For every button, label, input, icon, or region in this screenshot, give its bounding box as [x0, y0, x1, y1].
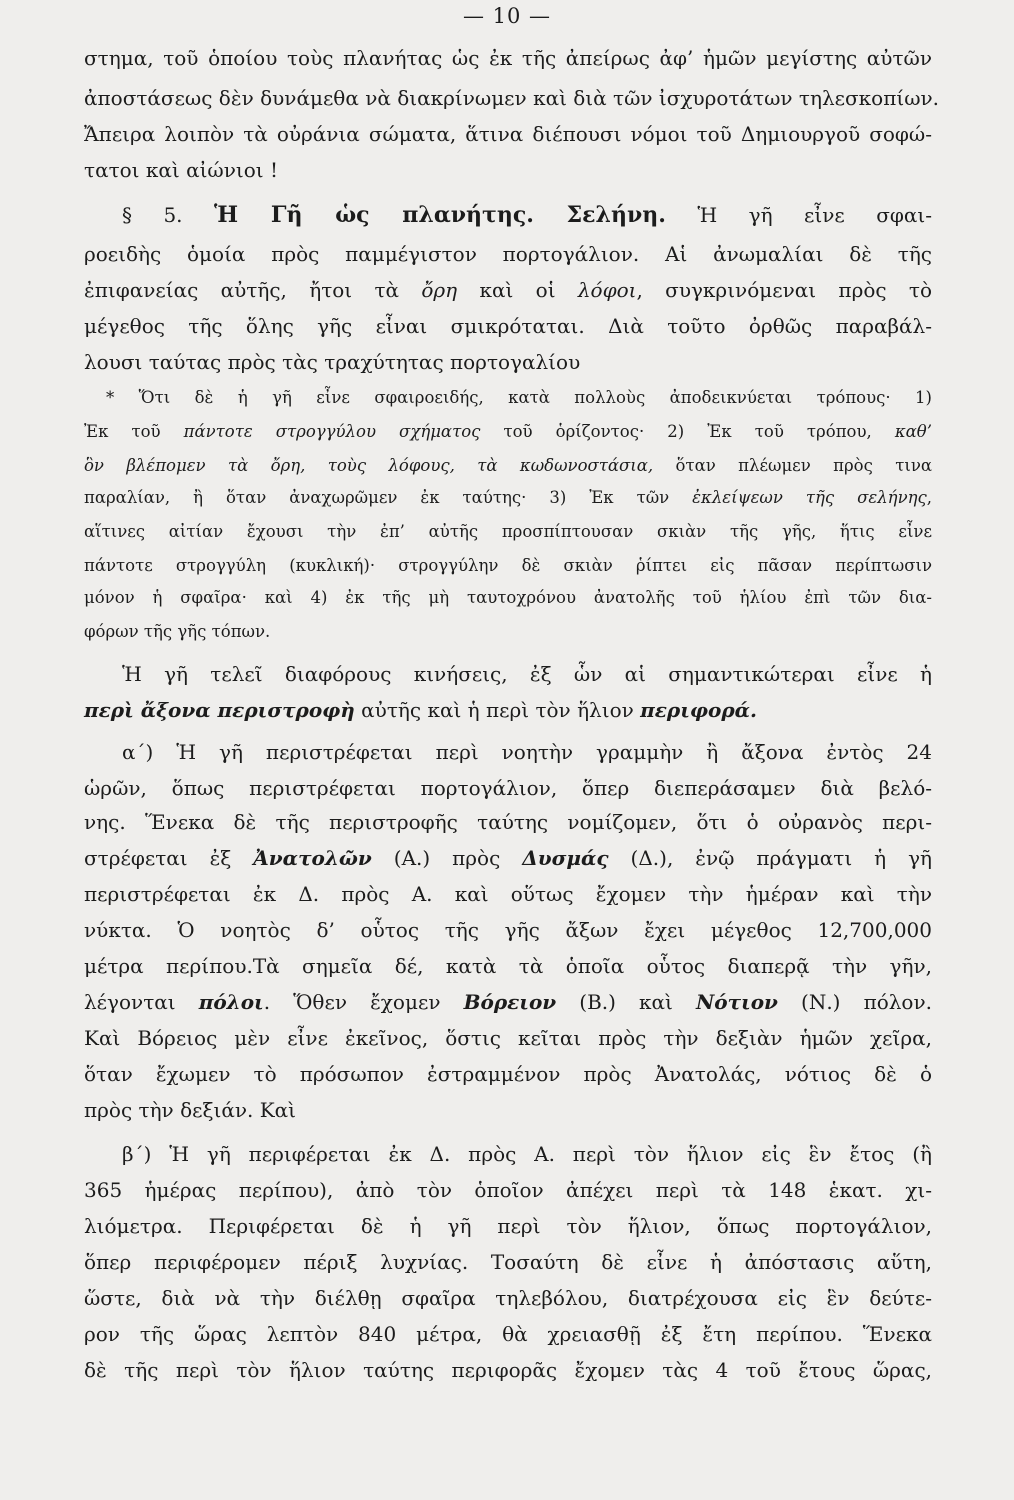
text-line: [84, 244, 932, 264]
text-segment: φόρων τῆς γῆς τόπων.: [84, 622, 271, 641]
footnote-line: [84, 590, 932, 607]
text-segment: . Ὅθεν ἔχομεν: [263, 990, 464, 1014]
emphasized-text: πάντοτε στρογγύλου σχήματος: [183, 422, 481, 441]
emphasized-text: πόλοι: [198, 990, 264, 1014]
text-segment: μέτρα περίπου.Τὰ σημεῖα δέ, κατὰ τὰ ὁποῖα οὗτος διαπερᾷ τὴν γῆν,: [84, 954, 932, 978]
text-segment: αἵτινες αἰτίαν ἔχουσι τὴν ἐπ’ αὐτῆς προσπίπτουσαν σκιὰν τῆς γῆς, ἥτις εἶνε: [84, 522, 932, 541]
text-line: [84, 48, 932, 68]
text-line: [84, 124, 932, 144]
text-segment: ροειδὴς ὁμοία πρὸς παμμέγιστον πορτογάλιον. Αἱ ἀνωμαλίαι δὲ τῆς: [84, 242, 932, 266]
text-line: [84, 160, 932, 180]
text-line: [84, 1252, 932, 1272]
text-line: [84, 1216, 932, 1236]
text-line: [84, 1288, 932, 1308]
text-segment: αὐτῆς καὶ ἡ περὶ τὸν ἥλιον: [354, 698, 641, 722]
text-line: [84, 86, 940, 110]
text-segment: δὲ τῆς περὶ τὸν ἥλιον ταύτης περιφορᾶς ἔχομεν τὰς 4 τοῦ ἔτους ὥρας,: [84, 1358, 932, 1382]
text-segment: ὅπερ περιφέρομεν πέριξ λυχνίας. Τοσαύτη δὲ εἶνε ἡ ἀπόστασις αὕτη,: [84, 1250, 932, 1274]
text-segment: β΄) Ἡ γῆ περιφέρεται ἐκ Δ. πρὸς Α. περὶ τὸν ἥλιον εἰς ἓν ἔτος (ἢ: [122, 1142, 932, 1166]
footnote-line: [84, 558, 932, 575]
emphasized-text: περιφορά.: [640, 698, 757, 722]
text-line: [84, 812, 932, 832]
text-segment: (Α.) πρὸς: [371, 846, 523, 870]
text-line: [84, 848, 932, 868]
text-segment: καὶ οἱ: [457, 278, 578, 302]
text-segment: , συγκρινόμεναι πρὸς τὸ: [636, 278, 932, 302]
text-segment: (Ν.) πόλον.: [777, 990, 932, 1014]
text-segment: πάντοτε στρογγύλη (κυκλική)· στρογγύλην δὲ σκιὰν ῥίπτει εἰς πᾶσαν περίπτωσιν: [84, 556, 932, 575]
text-segment: Ἡ γῆ εἶνε σφαι-: [665, 203, 932, 227]
text-line: [84, 778, 932, 798]
text-segment: παραλίαν, ἢ ὅταν ἀναχωρῶμεν ἐκ ταύτης· 3) Ἐκ τῶν: [84, 488, 693, 507]
text-line: [84, 956, 932, 976]
footnote-line: [84, 458, 932, 475]
text-line: [84, 920, 932, 940]
text-segment: ὅταν ἔχωμεν τὸ πρόσωπον ἐστραμμένον πρὸς Ἀνατολάς, νότιος δὲ ὁ: [84, 1062, 932, 1086]
text-segment: Ἡ γῆ τελεῖ διαφόρους κινήσεις, ἐξ ὧν αἱ σημαντικώτεραι εἶνε ἡ: [122, 662, 932, 686]
text-line: [84, 992, 932, 1012]
text-segment: λέγονται: [84, 990, 199, 1014]
text-segment: μόνον ἡ σφαῖρα· καὶ 4) ἐκ τῆς μὴ ταυτοχρόνου ἀνατολῆς τοῦ ἡλίου ἐπὶ τῶν δια-: [84, 588, 932, 607]
text-line: [84, 884, 932, 904]
text-segment: α΄) Ἡ γῆ περιστρέφεται περὶ νοητὴν γραμμὴν ἢ ἄξονα ἐντὸς 24: [122, 740, 932, 764]
text-segment: τατοι καὶ αἰώνιοι !: [84, 158, 279, 182]
text-line: [84, 1100, 932, 1120]
text-segment: στρέφεται ἐξ: [84, 846, 254, 870]
text-segment: ὡρῶν, ὅπως περιστρέφεται πορτογάλιον, ὅπερ διεπεράσαμεν διὰ βελό-: [84, 776, 932, 800]
text-line: [84, 742, 932, 762]
text-line: [84, 664, 932, 684]
text-line: [84, 204, 932, 226]
text-segment: 365 ἡμέρας περίπου), ἀπὸ τὸν ὁποῖον ἀπέχει περὶ τὰ 148 ἑκατ. χι-: [84, 1178, 932, 1202]
text-segment: λιόμετρα. Περιφέρεται δὲ ἡ γῆ περὶ τὸν ἥλιον, ὅπως πορτογάλιον,: [84, 1214, 932, 1238]
footnote-line: [84, 624, 932, 641]
text-segment: περιστρέφεται ἐκ Δ. πρὸς Α. καὶ οὕτως ἔχομεν τὴν ἡμέραν καὶ τὴν: [84, 882, 932, 906]
text-line: [84, 352, 932, 372]
text-segment: ἀποστάσεως δὲν δυνάμεθα νὰ διακρίνωμεν καὶ διὰ τῶν ἰσχυροτάτων τηλεσκοπίων.: [84, 86, 940, 110]
text-line: [84, 700, 932, 720]
footnote-line: [84, 390, 932, 407]
text-line: [84, 1180, 932, 1200]
text-line: [84, 316, 932, 336]
emphasized-text: Δυσμάς: [522, 846, 609, 870]
text-segment: Καὶ Βόρειος μὲν εἶνε ἐκεῖνος, ὅστις κεῖται πρὸς τὴν δεξιὰν ἡμῶν χεῖρα,: [84, 1026, 932, 1050]
text-segment: λουσι ταύτας πρὸς τὰς τραχύτητας πορτογαλίου: [84, 350, 581, 374]
text-line: [84, 1324, 932, 1344]
text-segment: νης. Ἕνεκα δὲ τῆς περιστροφῆς ταύτης νομίζομεν, ὅτι ὁ οὐρανὸς περι-: [84, 810, 932, 834]
text-line: [84, 280, 932, 300]
text-segment: (Β.) καὶ: [556, 990, 696, 1014]
text-segment: τοῦ ὁρίζοντος· 2) Ἐκ τοῦ τρόπου,: [480, 422, 895, 441]
emphasized-text: Ἡ Γῆ ὡς πλανήτης. Σελήνη.: [214, 202, 666, 228]
footnote-line: [84, 490, 932, 507]
text-segment: πρὸς τὴν δεξιάν. Καὶ: [84, 1098, 296, 1122]
footnote-line: [84, 524, 932, 541]
text-segment: ἐπιφανείας αὐτῆς, ἤτοι τὰ: [84, 278, 422, 302]
text-segment: μέγεθος τῆς ὅλης γῆς εἶναι σμικρόταται. Διὰ τοῦτο ὀρθῶς παραβάλ-: [84, 314, 932, 338]
emphasized-text: Βόρειον: [463, 990, 557, 1014]
text-segment: ὥστε, διὰ νὰ τὴν διέλθῃ σφαῖρα τηλεβόλου, διατρέχουσα εἰς ἓν δεύτε-: [84, 1286, 932, 1310]
footnote-line: [84, 424, 932, 441]
text-segment: ,: [926, 488, 932, 507]
text-segment: Ἐκ τοῦ: [84, 422, 184, 441]
text-line: [84, 1064, 932, 1084]
emphasized-text: καθ’: [894, 422, 932, 441]
text-segment: νύκτα. Ὁ νοητὸς δ’ οὗτος τῆς γῆς ἄξων ἔχει μέγεθος 12,700,000: [84, 918, 932, 942]
page-number: — 10 —: [462, 4, 552, 28]
emphasized-text: ὃν βλέπομεν τὰ ὄρη, τοὺς λόφους, τὰ κωδωνοστάσια,: [84, 456, 654, 475]
text-segment: στημα, τοῦ ὁποίου τοὺς πλανήτας ὡς ἐκ τῆς ἀπείρως ἀφ’ ἡμῶν μεγίστης αὐτῶν: [84, 46, 932, 70]
emphasized-text: περὶ ἄξονα περιστροφὴ: [84, 698, 355, 722]
text-segment: Ἄπειρα λοιπὸν τὰ οὐράνια σώματα, ἅτινα διέπουσι νόμοι τοῦ Δημιουργοῦ σοφώ-: [84, 122, 932, 146]
text-line: [84, 1360, 932, 1380]
emphasized-text: ὄρη: [421, 278, 458, 302]
text-segment: ὅταν πλέωμεν πρὸς τινα: [653, 456, 932, 475]
emphasized-text: λόφοι: [577, 278, 637, 302]
text-segment: * Ὅτι δὲ ἡ γῆ εἶνε σφαιροειδής, κατὰ πολλοὺς ἀποδεικνύεται τρόπους· 1): [106, 388, 932, 407]
emphasized-text: Νότιον: [695, 990, 778, 1014]
text-segment: ρον τῆς ὥρας λεπτὸν 840 μέτρα, θὰ χρειασθῇ ἐξ ἔτη περίπου. Ἕνεκα: [84, 1322, 932, 1346]
text-line: [84, 1144, 932, 1164]
text-line: [84, 1028, 932, 1048]
emphasized-text: ἐκλείψεων τῆς σελήνης: [692, 488, 927, 507]
text-segment: § 5.: [122, 203, 214, 227]
emphasized-text: Ἀνατολῶν: [253, 846, 372, 870]
text-segment: (Δ.), ἐνῷ πράγματι ἡ γῆ: [608, 846, 933, 870]
